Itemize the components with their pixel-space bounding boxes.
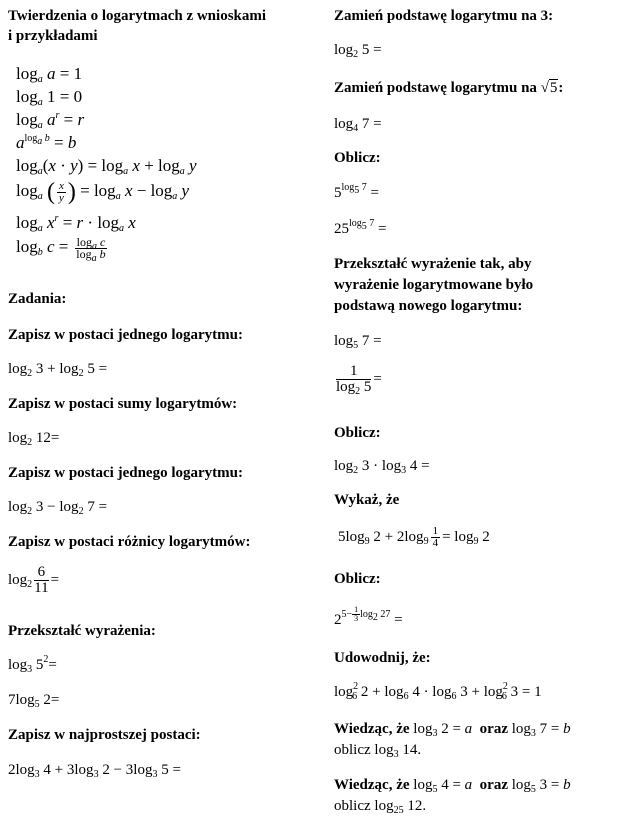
theorem-6: $\log_a$ ( $\frac{x}{y}$ ) = $\log_a x - \log_a y$ bbox=[16, 179, 190, 206]
theorem-5: $\log_a(x \cdot y) = \log_a x + \log_a y$ bbox=[16, 156, 197, 177]
task2-heading: Zapisz w postaci sumy logarytmów: bbox=[8, 396, 238, 412]
r-task3-expr2: $25^{log_5 7}$ = bbox=[334, 218, 387, 237]
r-task7-expr: $2^{5- \frac{1}{3} log_2 27}$ = bbox=[334, 605, 403, 628]
task2-expr: $\log_2 12=$ bbox=[8, 430, 60, 448]
r-task4-heading-line1: Przekształć wyrażenie tak, aby bbox=[334, 256, 532, 272]
r-task2-heading: Zamień podstawę logarytmu na √5: bbox=[334, 80, 564, 96]
tasks-heading: Zadania: bbox=[8, 291, 67, 307]
task5-heading: Przekształć wyrażenia: bbox=[8, 623, 156, 639]
r-task9-line2: oblicz $\log_3 14$. bbox=[334, 742, 422, 760]
theorem-1: $\log_a a = 1$ bbox=[16, 64, 83, 85]
title-line1: Twierdzenia o logarytmach z wnioskami bbox=[8, 8, 267, 24]
r-task7-heading: Oblicz: bbox=[334, 571, 381, 587]
theorem-2: $\log_a 1 = 0$ bbox=[16, 87, 83, 108]
task3-heading: Zapisz w postaci jednego logarytmu: bbox=[8, 465, 243, 481]
title-line2: i przykładami bbox=[8, 28, 98, 44]
r-task9-line1: Wiedząc, że $\log_3 2 = a$ oraz $\log_3 7 = b$ bbox=[334, 721, 571, 739]
r-task1-expr: $\log_2 5$ = bbox=[334, 42, 382, 60]
task4-heading: Zapisz w postaci różnicy logarytmów: bbox=[8, 534, 251, 550]
r-task5-expr: $\log_2 3 \cdot \log_3 4$ = bbox=[334, 458, 430, 476]
r-task4-expr2: $\frac{1}{\log_2 5}$ = bbox=[336, 363, 382, 397]
task6-expr: $2\log_3$ $4 + 3\log_3$ $2 - 3\log_3$ 5 = bbox=[8, 762, 181, 780]
r-task8-heading: Udowodnij, że: bbox=[334, 650, 431, 666]
task6-heading: Zapisz w najprostszej postaci: bbox=[8, 727, 201, 743]
r-task2-expr: $\log_4 7$ = bbox=[334, 116, 382, 134]
theorem-3: $\log_a a^r = r$ bbox=[16, 110, 85, 131]
theorem-7: $\log_a x^r = r \cdot \log_a x$ bbox=[16, 213, 136, 234]
r-task10-line2: oblicz $\log_{25} 12$. bbox=[334, 798, 427, 816]
task1-expr: $\log_2 3 + \log_2 5$ = bbox=[8, 361, 108, 379]
r-task8-expr: $\log^2_6 2 + \log_6 4 \cdot \log_6 3 + \log^2_6 3 = 1$ bbox=[334, 681, 542, 702]
theorem-4: $a^{log_a b} = b$ bbox=[16, 133, 77, 152]
r-task5-heading: Oblicz: bbox=[334, 425, 381, 441]
task5-expr1: $\log_3 5^2=$ bbox=[8, 654, 57, 675]
r-task4-heading-line2: wyrażenie logarytmowane było bbox=[334, 277, 534, 293]
r-task6-expr: $5\log_9$ $2 + 2\log_9$ $\frac{1}{4}$ = $\log_9 2$ bbox=[338, 525, 490, 549]
r-task6-heading: Wykaż, że bbox=[334, 492, 400, 508]
task4-expr: $\log_2$ $\frac{6}{11}$ = bbox=[8, 564, 60, 596]
theorem-8: $\log_b c$ = $\frac{\log_a c}{\log_a b}$ bbox=[16, 234, 106, 264]
task1-heading: Zapisz w postaci jednego logarytmu: bbox=[8, 327, 243, 343]
r-task4-heading-line3: podstawą nowego logarytmu: bbox=[334, 298, 523, 314]
task5-expr2: $7\log_5$ 2= bbox=[8, 692, 60, 710]
r-task4-expr1: $\log_5 7$ = bbox=[334, 333, 382, 351]
r-task10-line1: Wiedząc, że $\log_5 4 = a$ oraz $\log_5 3 = b$ bbox=[334, 777, 571, 795]
r-task1-heading: Zamień podstawę logarytmu na 3: bbox=[334, 8, 554, 24]
task3-expr: $\log_2 3 - \log_2 7$ = bbox=[8, 499, 108, 517]
r-task3-expr1: $5^{log_5 7}$ = bbox=[334, 182, 379, 201]
r-task3-heading: Oblicz: bbox=[334, 150, 381, 166]
